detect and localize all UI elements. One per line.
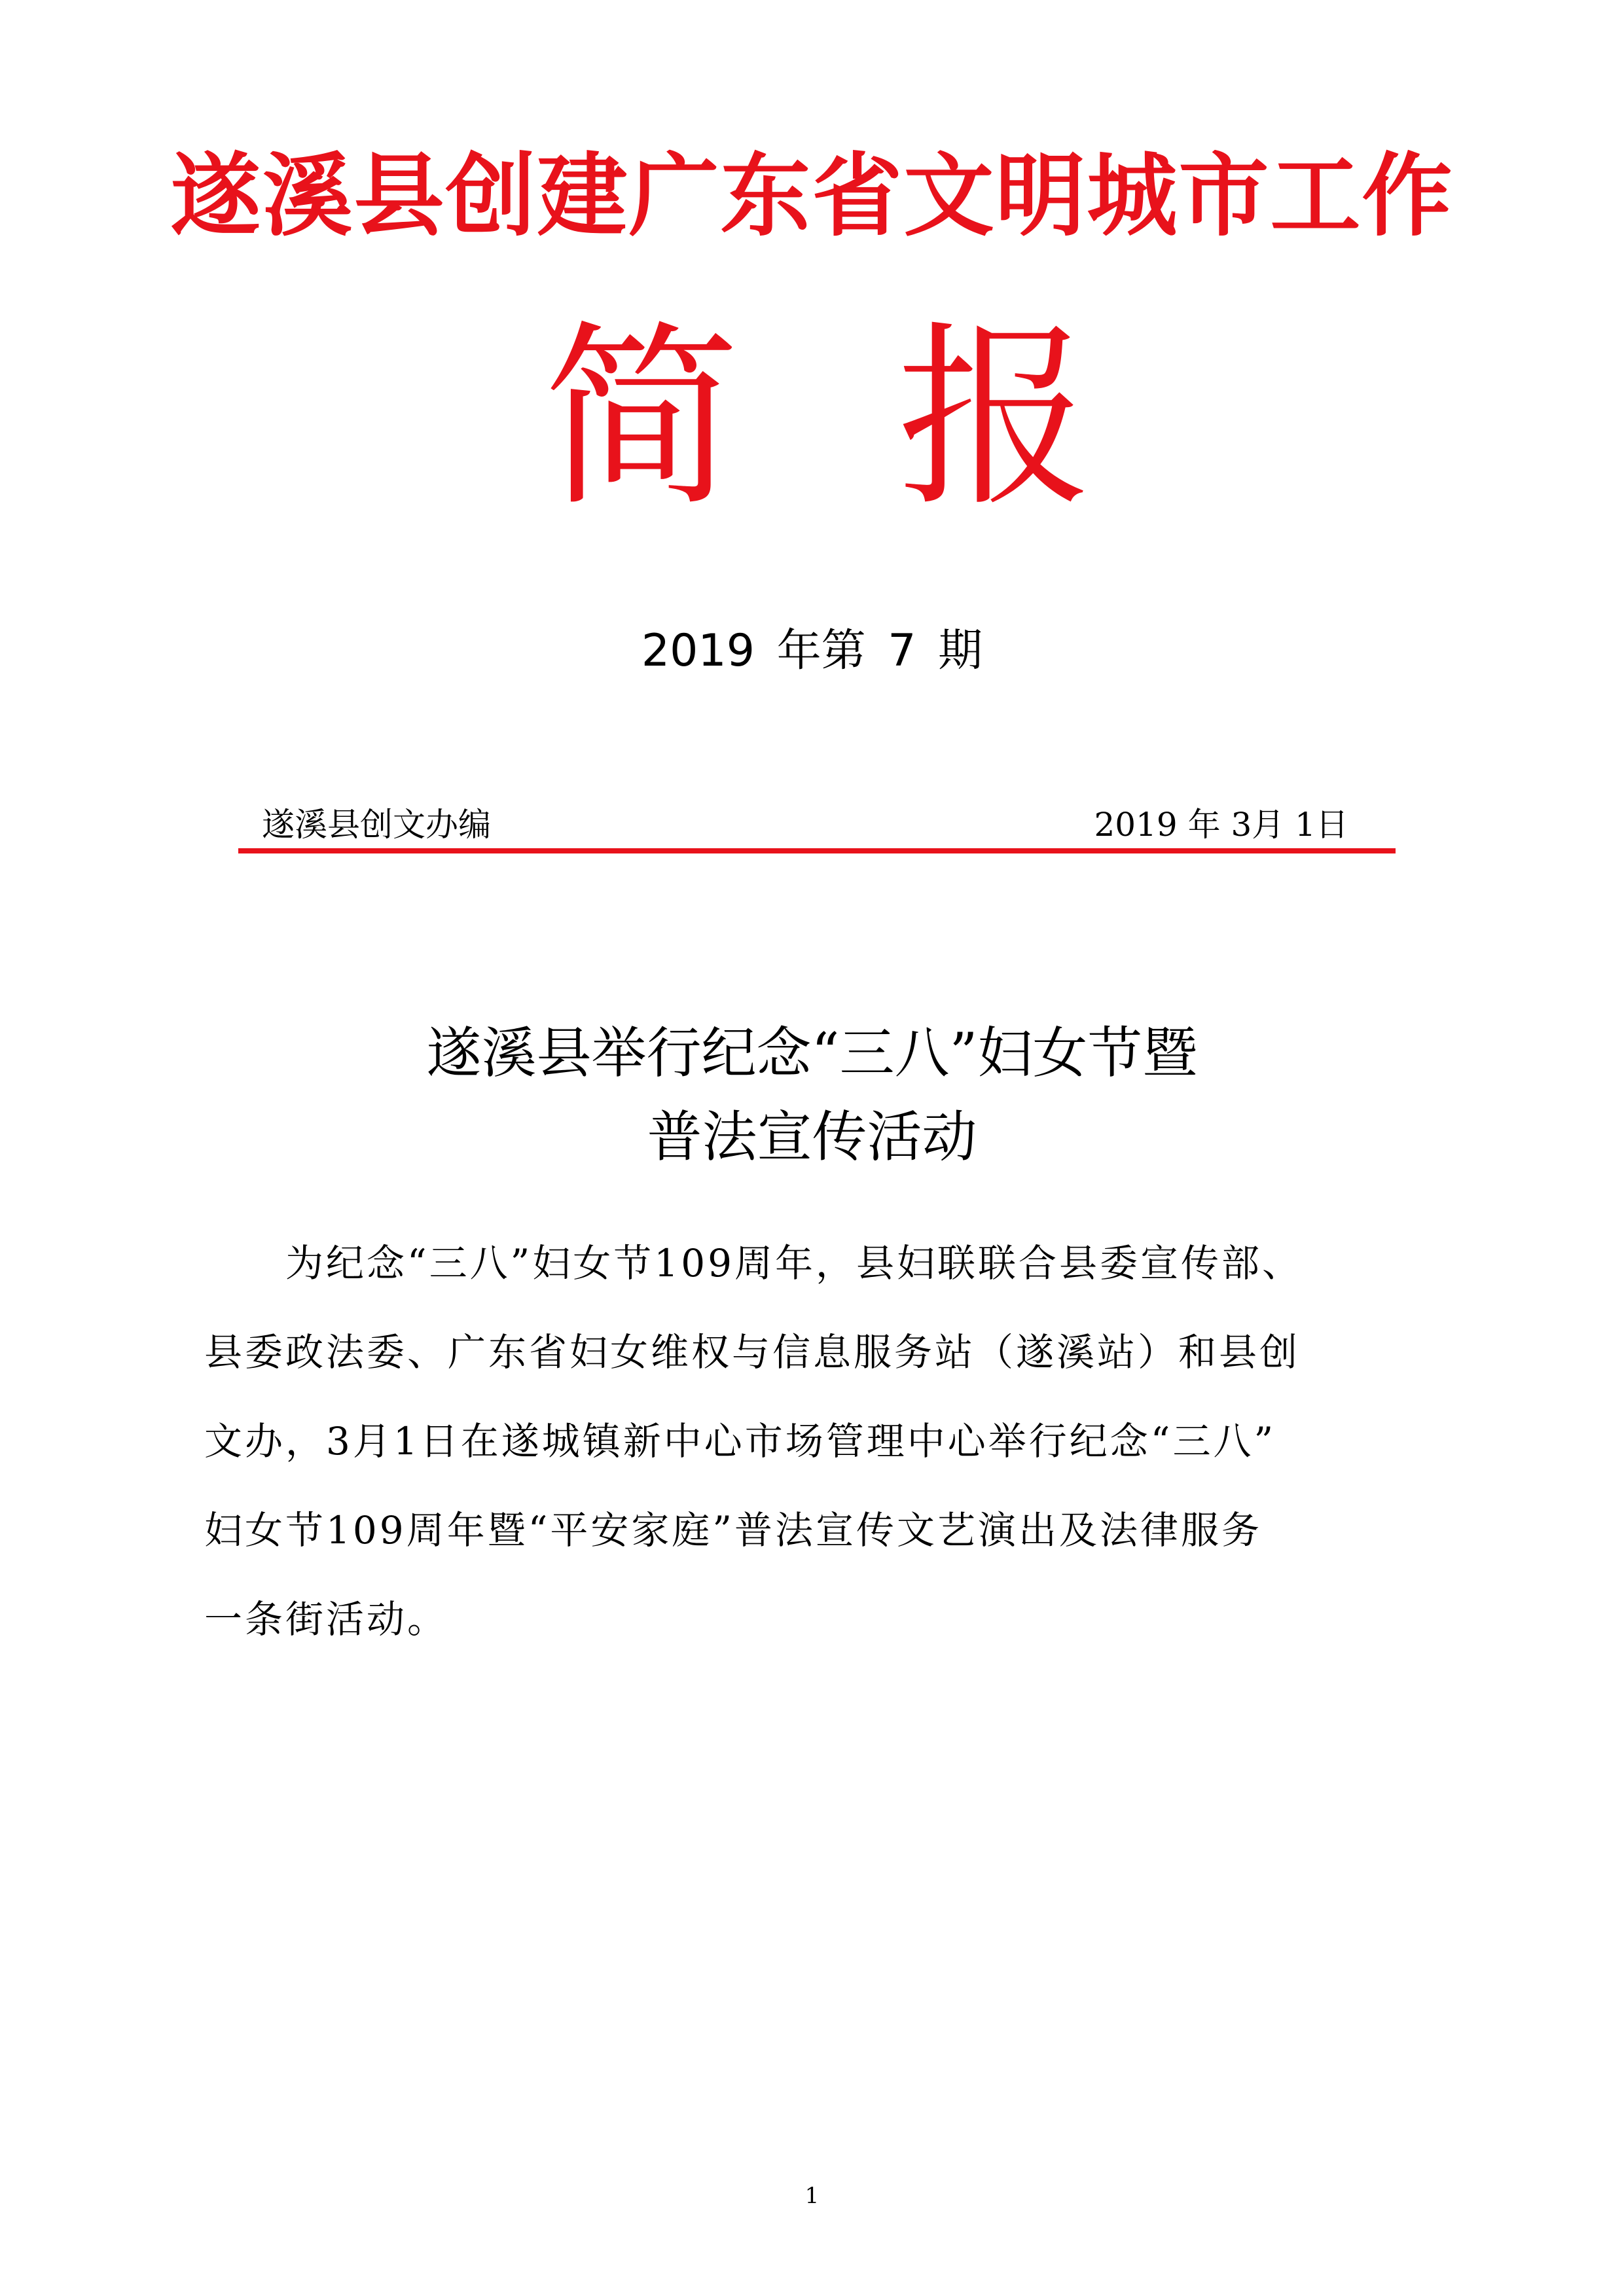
red-divider	[238, 848, 1396, 853]
body-line: 妇女节109周年暨“平安家庭”普法宣传文艺演出及法律服务	[204, 1508, 1263, 1552]
masthead-title-char: 简	[543, 304, 740, 533]
editor-label: 遂溪县创文办编	[262, 806, 491, 844]
page-number: 1	[804, 2183, 820, 2209]
body-line: 县委政法委、广东省妇女维权与信息服务站（遂溪站）和县创	[204, 1330, 1301, 1374]
issue-date: 2019 年 3月 1日	[1094, 806, 1348, 844]
masthead-organization: 遂溪县创建广东省文明城市工作	[170, 143, 1454, 249]
masthead-title-char: 报	[897, 304, 1093, 533]
masthead-title	[0, 304, 1624, 533]
article-title-line: 普法宣传活动	[647, 1105, 977, 1169]
issue-number: 2019 年第 7 期	[641, 625, 983, 677]
meta-row	[262, 798, 1348, 851]
article-title-line: 遂溪县举行纪念“三八”妇女节暨	[426, 1021, 1198, 1085]
body-line: 文办，3月1日在遂城镇新中心市场管理中心举行纪念“三八”	[204, 1419, 1276, 1463]
body-line: 一条街活动。	[204, 1597, 448, 1641]
article-body	[204, 1219, 1389, 1664]
article-title	[0, 1011, 1624, 1179]
body-line: 为纪念“三八”妇女节109周年，县妇联联合县委宣传部、	[285, 1241, 1303, 1285]
